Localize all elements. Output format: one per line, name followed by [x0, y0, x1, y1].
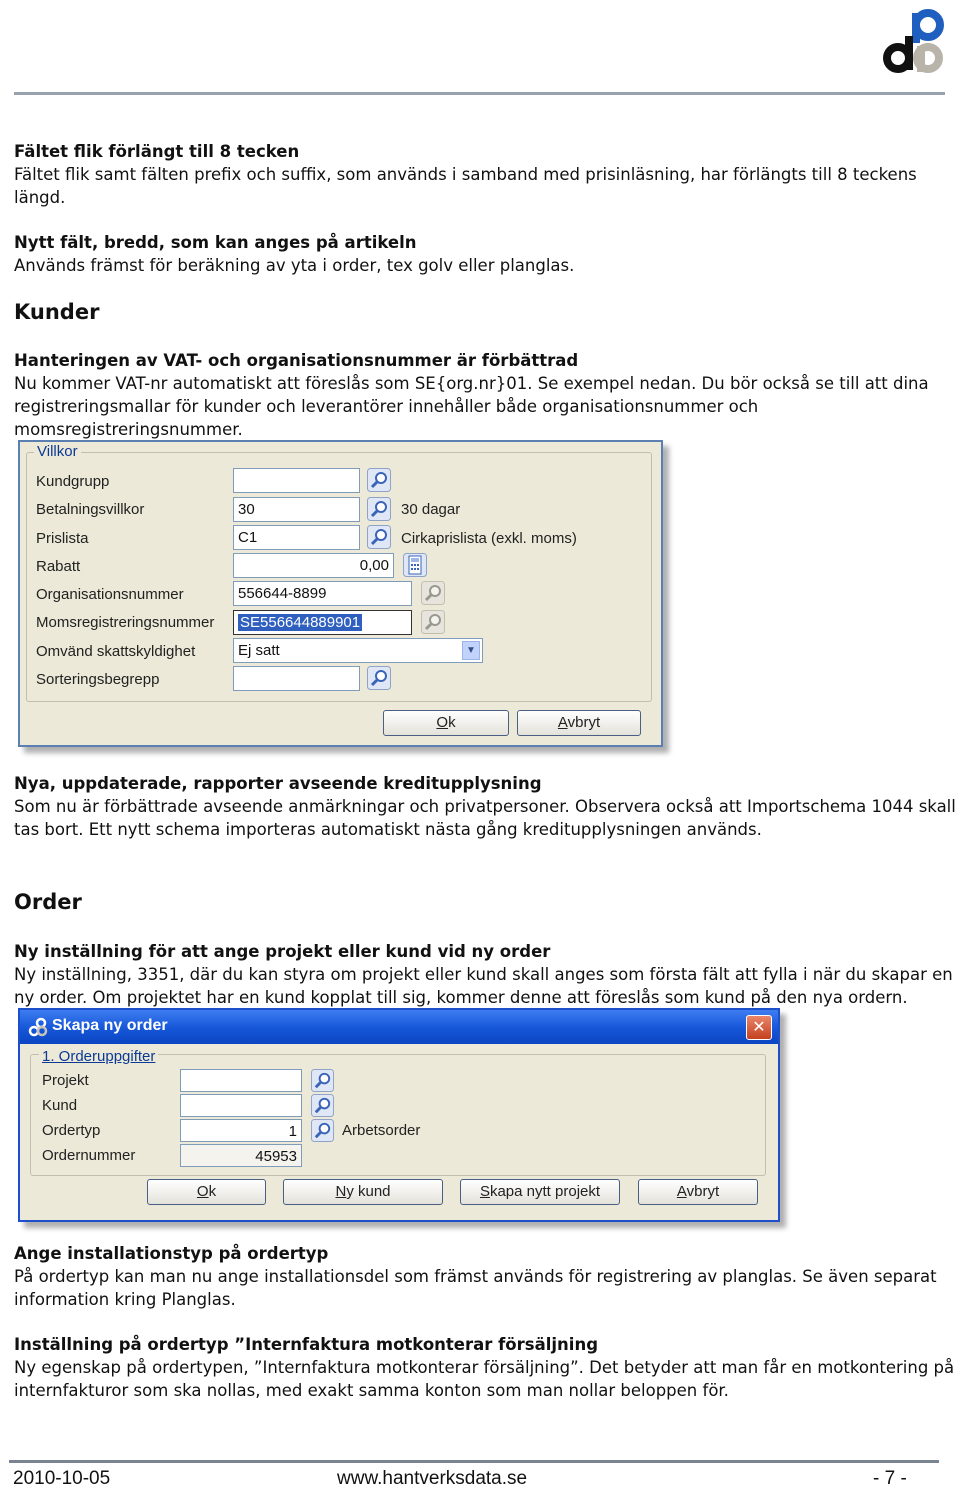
block-install — [14, 1242, 958, 1311]
dialog-titlebar — [20, 1010, 778, 1044]
cancel-button[interactable]: Avbryt — [638, 1179, 758, 1205]
block-projekt — [14, 940, 958, 1009]
omvand-select[interactable] — [233, 638, 483, 663]
orderuppgifter-fieldset — [30, 1054, 766, 1176]
search-icon[interactable] — [367, 468, 391, 492]
block-rapport — [14, 772, 958, 841]
momsnr-selected-text: SE556644889901 — [240, 614, 361, 631]
body-install: På ordertyp kan man nu ange installationsdel som främst används för registrering av planglas. Se även separat information kring Planglas. — [14, 1267, 937, 1309]
dropdown-arrow-icon[interactable]: ▼ — [462, 641, 480, 660]
label-omvand: Omvänd skattskyldighet — [36, 643, 196, 660]
label-projekt: Projekt — [42, 1072, 89, 1089]
label-prislista: Prislista — [36, 530, 89, 547]
betalningsvillkor-input[interactable]: 30 — [233, 497, 360, 522]
label-momsnr: Momsregistreringsnummer — [36, 614, 215, 631]
search-icon[interactable] — [367, 666, 391, 690]
footer-date: 2010-10-05 — [13, 1468, 111, 1489]
label-rabatt: Rabatt — [36, 558, 81, 575]
label-ordertyp: Ordertyp — [42, 1122, 101, 1139]
search-icon[interactable] — [367, 497, 391, 521]
heading-install: Ange installationstyp på ordertyp — [14, 1244, 329, 1263]
momsnr-input[interactable] — [233, 610, 412, 635]
heading-rapport: Nya, uppdaterade, rapporter avseende kreditupplysning — [14, 774, 542, 793]
block-flik — [14, 140, 958, 209]
hantverksdata-logo — [880, 6, 946, 76]
kundgrupp-input[interactable] — [233, 468, 360, 493]
body-vat: Nu kommer VAT-nr automatiskt att föreslås som SE{org.nr}01. Se exempel nedan. Du bör också se till att dina registreringsmallar för kunder och leverantörer innehåller både organisationsnummer och momsregistreringsnummer. — [14, 374, 929, 439]
orgnr-input[interactable]: 556644-8899 — [233, 581, 412, 606]
heading-projekt: Ny inställning för att ange projekt eller kund vid ny order — [14, 942, 551, 961]
sortering-input[interactable] — [233, 666, 360, 691]
ok-button[interactable]: Ok — [147, 1179, 266, 1205]
heading-vat: Hanteringen av VAT- och organisationsnummer är förbättrad — [14, 351, 579, 370]
search-icon[interactable] — [311, 1119, 334, 1142]
body-bredd: Används främst för beräkning av yta i order, tex golv eller planglas. — [14, 256, 575, 275]
block-bredd — [14, 231, 958, 277]
footer-page-number: - 7 - — [873, 1468, 907, 1489]
betalningsvillkor-description: 30 dagar — [401, 501, 461, 518]
search-icon — [421, 581, 445, 605]
app-icon — [28, 1017, 48, 1037]
section-kunder: Kunder — [14, 300, 100, 324]
heading-internfaktura: Inställning på ordertyp ”Internfaktura motkonterar försäljning — [14, 1335, 599, 1354]
close-icon[interactable]: ✕ — [746, 1015, 772, 1040]
block-vat — [14, 349, 958, 441]
body-internfaktura: Ny egenskap på ordertypen, ”Internfaktura motkonterar försäljning”. Det betyder att man får en motkontering på internfakturor som ska nollas, med exakt samma konton som man nollar beloppen för. — [14, 1358, 955, 1400]
calculator-icon[interactable] — [403, 553, 427, 577]
label-ordernummer: Ordernummer — [42, 1147, 136, 1164]
label-betalningsvillkor: Betalningsvillkor — [36, 501, 145, 518]
create-project-button[interactable]: Skapa nytt projekt — [460, 1179, 620, 1205]
header-rule — [14, 92, 945, 95]
cancel-button[interactable]: Avbryt — [517, 710, 641, 736]
dialog-title: Skapa ny order — [52, 1017, 168, 1034]
footer-url[interactable]: www.hantverksdata.se — [337, 1468, 528, 1489]
section-order: Order — [14, 890, 82, 914]
label-orgnr: Organisationsnummer — [36, 586, 184, 603]
body-rapport: Som nu är förbättrade avseende anmärkningar och privatpersoner. Observera också att Importschema 1044 skall tas bort. Ett nytt schema importeras automatiskt nästa gång kreditupplysningen används. — [14, 797, 956, 839]
label-kundgrupp: Kundgrupp — [36, 473, 110, 490]
ordernummer-input: 45953 — [180, 1144, 302, 1167]
skapa-order-dialog — [18, 1008, 780, 1222]
rabatt-input[interactable]: 0,00 — [233, 553, 394, 578]
villkor-legend: Villkor — [34, 443, 81, 460]
ok-button[interactable]: Ok — [383, 710, 509, 736]
new-customer-button[interactable]: Ny kund — [283, 1179, 443, 1205]
search-icon — [421, 610, 445, 634]
ordertyp-input[interactable]: 1 — [180, 1119, 302, 1142]
block-internfaktura — [14, 1333, 958, 1402]
heading-flik: Fältet flik förlängt till 8 tecken — [14, 142, 300, 161]
search-icon[interactable] — [311, 1094, 334, 1117]
prislista-description: Cirkaprislista (exkl. moms) — [401, 530, 577, 547]
label-kund: Kund — [42, 1097, 78, 1114]
orderuppgifter-legend: 1. Orderuppgifter — [39, 1048, 158, 1065]
villkor-dialog — [18, 440, 663, 747]
footer-rule — [9, 1460, 939, 1463]
search-icon[interactable] — [367, 525, 391, 549]
search-icon[interactable] — [311, 1069, 334, 1092]
projekt-input[interactable] — [180, 1069, 302, 1092]
ordertyp-description: Arbetsorder — [342, 1122, 421, 1139]
prislista-input[interactable]: C1 — [233, 525, 360, 550]
kund-input[interactable] — [180, 1094, 302, 1117]
body-projekt: Ny inställning, 3351, där du kan styra om projekt eller kund skall anges som första fält att fylla i när du skapar en ny order. Om projektet har en kund kopplat till sig, kommer denne att föreslås som kund på den nya ordern. — [14, 965, 953, 1007]
body-flik: Fältet flik samt fälten prefix och suffix, som används i samband med prisinläsning, har förlängts till 8 teckens längd. — [14, 165, 917, 207]
label-sortering: Sorteringsbegrepp — [36, 671, 160, 688]
omvand-value: Ej satt — [238, 642, 280, 659]
heading-bredd: Nytt fält, bredd, som kan anges på artikeln — [14, 233, 417, 252]
